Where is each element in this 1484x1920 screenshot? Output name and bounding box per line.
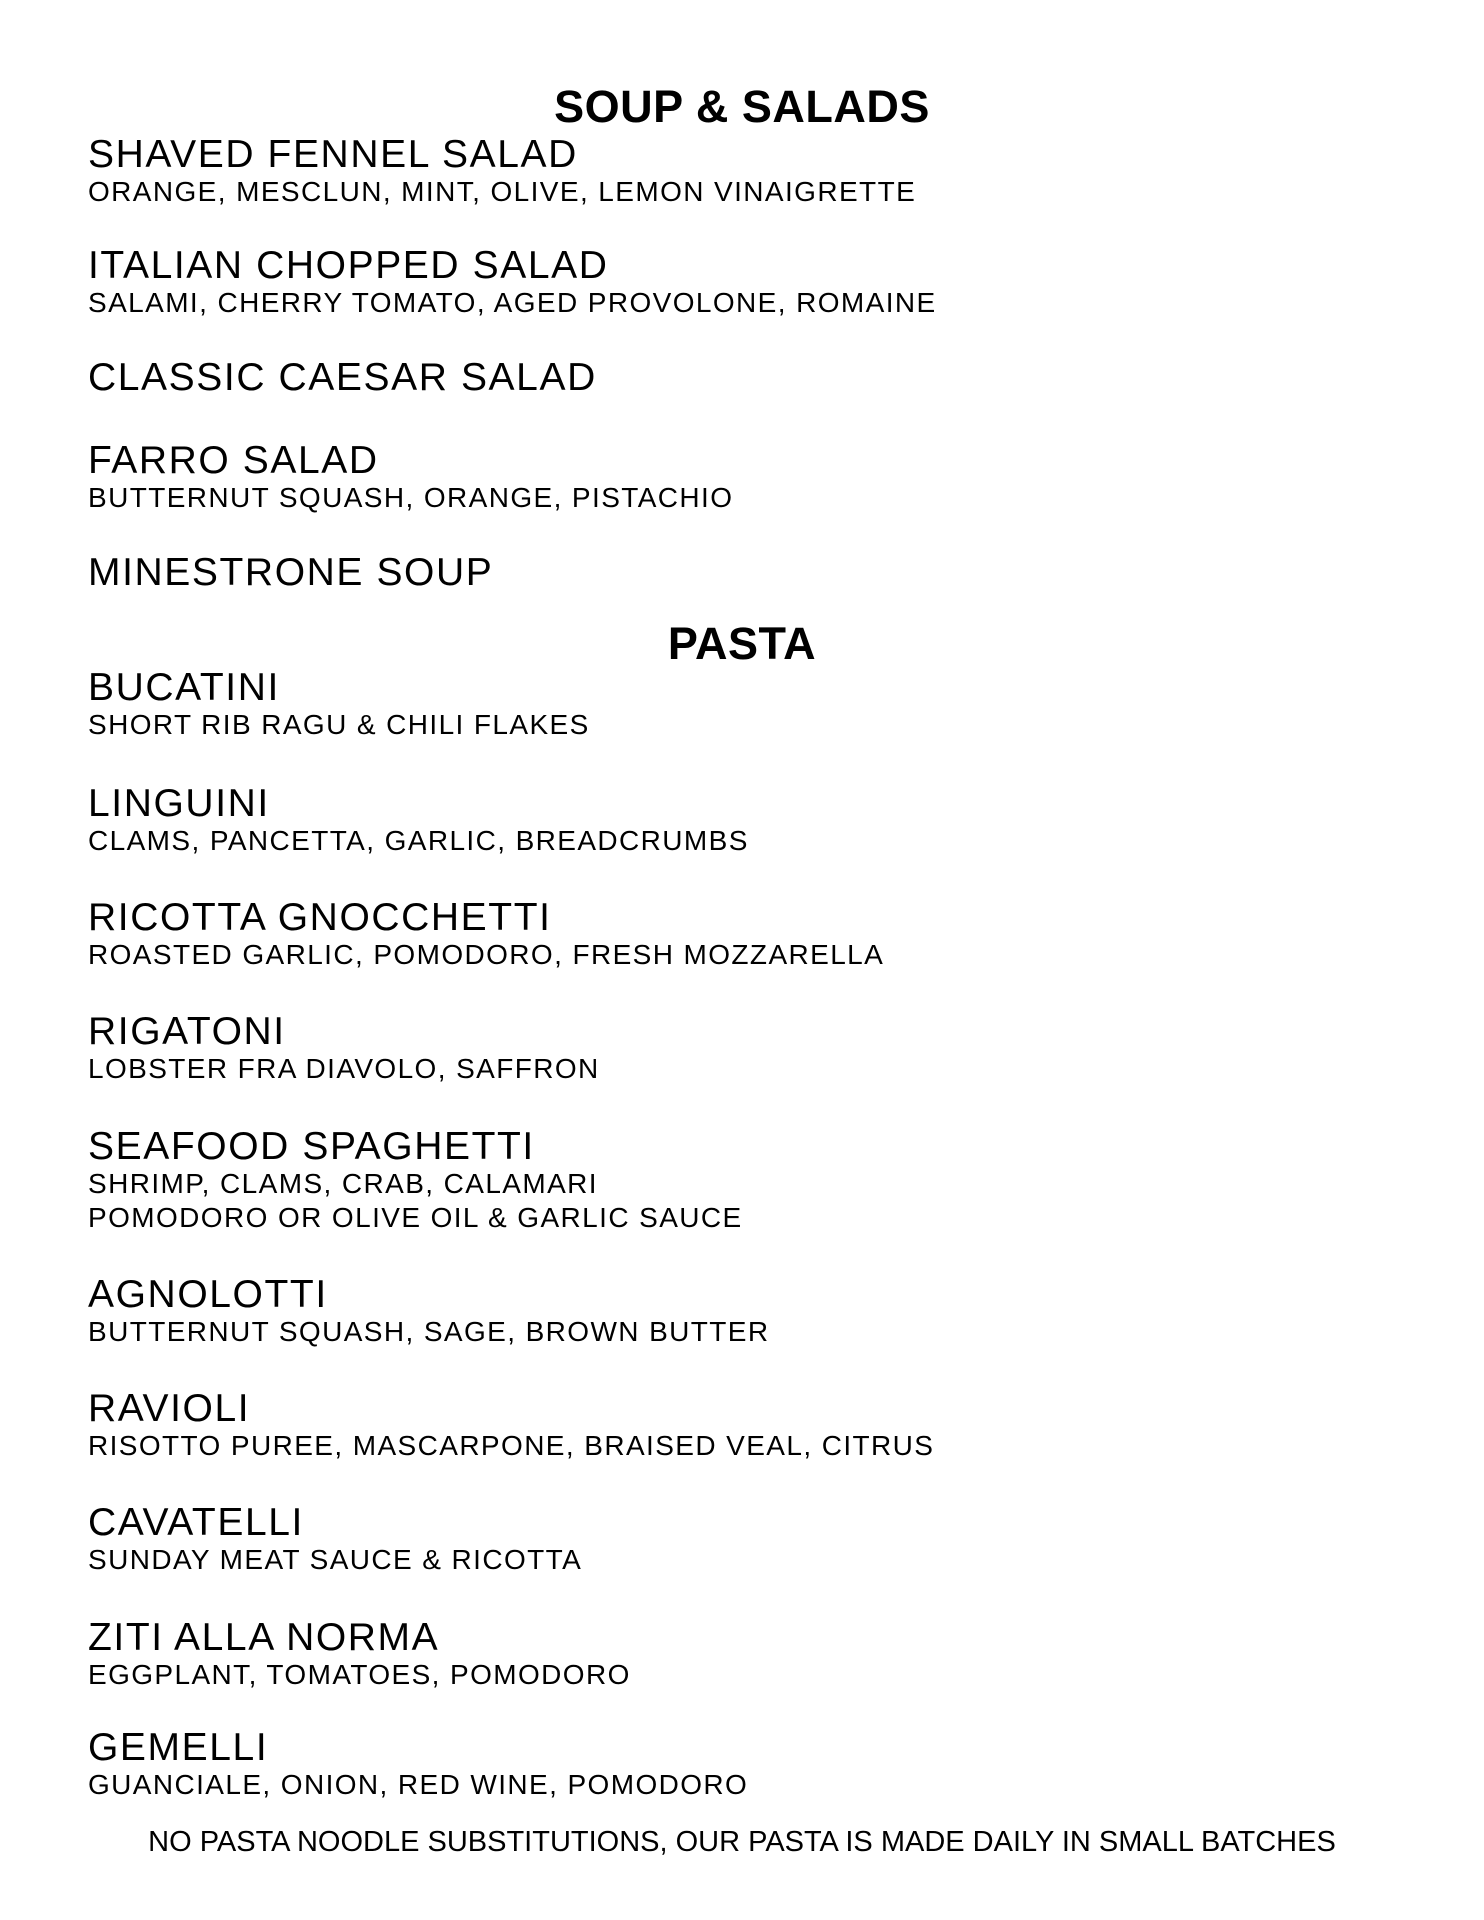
menu-item-description: BUTTERNUT SQUASH, ORANGE, PISTACHIO	[88, 482, 734, 513]
menu-item-description: SHRIMP, CLAMS, CRAB, CALAMARI	[88, 1168, 598, 1199]
menu-item-name: RICOTTA GNOCCHETTI	[88, 896, 552, 939]
menu-item-name: SEAFOOD SPAGHETTI	[88, 1125, 535, 1168]
menu-item-description: SUNDAY MEAT SAUCE & RICOTTA	[88, 1544, 583, 1575]
pasta-heading: PASTA	[667, 618, 817, 669]
menu-item-description: SHORT RIB RAGU & CHILI FLAKES	[88, 709, 590, 740]
menu-item-name: CLASSIC CAESAR SALAD	[88, 356, 597, 399]
menu-item-description: EGGPLANT, TOMATOES, POMODORO	[88, 1659, 631, 1690]
menu-item-name: FARRO SALAD	[88, 439, 379, 482]
menu-item-description: ROASTED GARLIC, POMODORO, FRESH MOZZARELLA	[88, 939, 885, 970]
menu-item-description: RISOTTO PUREE, MASCARPONE, BRAISED VEAL, CITRUS	[88, 1430, 935, 1461]
menu-item-name: MINESTRONE SOUP	[88, 551, 494, 594]
menu-item-gemelli	[88, 1728, 1408, 1802]
menu-item-description-line-2: POMODORO OR OLIVE OIL & GARLIC SAUCE	[88, 1202, 743, 1233]
menu-item-italian-chopped-salad	[88, 246, 1408, 320]
menu-item-name: SHAVED FENNEL SALAD	[88, 133, 578, 176]
menu-item-description: SALAMI, CHERRY TOMATO, AGED PROVOLONE, ROMAINE	[88, 287, 937, 318]
menu-item-name: GEMELLI	[88, 1726, 269, 1769]
menu-item-rigatoni	[88, 1012, 1408, 1086]
pasta-substitution-note: NO PASTA NOODLE SUBSTITUTIONS, OUR PASTA IS MADE DAILY IN SMALL BATCHES	[148, 1826, 1336, 1858]
menu-item-name: RIGATONI	[88, 1010, 286, 1053]
menu-item-minestrone-soup	[88, 553, 1408, 593]
menu-item-seafood-spaghetti	[88, 1127, 1408, 1235]
menu-item-name: AGNOLOTTI	[88, 1273, 328, 1316]
menu-item-ricotta-gnocchetti	[88, 898, 1408, 972]
menu-item-linguini	[88, 784, 1408, 858]
menu-item-ziti-alla-norma	[88, 1618, 1408, 1692]
menu-item-bucatini	[88, 668, 1408, 742]
menu-item-description: BUTTERNUT SQUASH, SAGE, BROWN BUTTER	[88, 1316, 770, 1347]
menu-item-name: ZITI ALLA NORMA	[88, 1616, 440, 1659]
menu-item-description: LOBSTER FRA DIAVOLO, SAFFRON	[88, 1053, 600, 1084]
menu-item-description: CLAMS, PANCETTA, GARLIC, BREADCRUMBS	[88, 825, 749, 856]
menu-item-name: BUCATINI	[88, 666, 280, 709]
menu-item-name: LINGUINI	[88, 782, 270, 825]
soup-salads-heading: SOUP & SALADS	[554, 81, 930, 132]
menu-item-classic-caesar-salad	[88, 358, 1408, 398]
menu-item-agnolotti	[88, 1275, 1408, 1349]
menu-item-name: ITALIAN CHOPPED SALAD	[88, 244, 609, 287]
menu-item-name: RAVIOLI	[88, 1387, 251, 1430]
menu-item-shaved-fennel-salad	[88, 135, 1408, 209]
menu-item-name: CAVATELLI	[88, 1501, 304, 1544]
menu-item-farro-salad	[88, 441, 1408, 515]
menu-item-ravioli	[88, 1389, 1408, 1463]
menu-item-cavatelli	[88, 1503, 1408, 1577]
menu-item-description: ORANGE, MESCLUN, MINT, OLIVE, LEMON VINAIGRETTE	[88, 176, 917, 207]
menu-item-description: GUANCIALE, ONION, RED WINE, POMODORO	[88, 1769, 749, 1800]
